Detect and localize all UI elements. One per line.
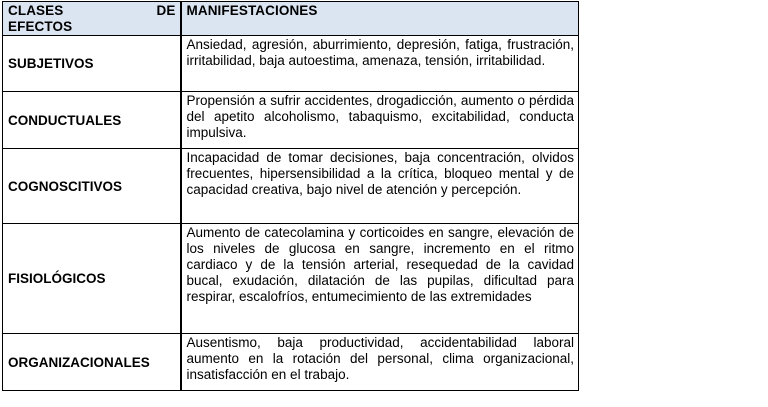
table-row bbox=[3, 224, 579, 334]
table-row bbox=[3, 92, 579, 149]
row-category-organizacionales: ORGANIZACIONALES bbox=[3, 334, 181, 391]
row-category-subjetivos: SUBJETIVOS bbox=[3, 36, 181, 92]
header-col2-label: MANIFESTACIONES bbox=[186, 3, 318, 18]
row-description-conductuales: Propensión a sufrir accidentes, drogadicción, aumento o pérdida del apetito alcoholismo, tabaquismo, excitabilidad, conducta impulsiva. bbox=[181, 92, 579, 149]
header-col1-line1: CLASES DE bbox=[8, 3, 176, 18]
header-row bbox=[3, 2, 579, 36]
row-category-fisiologicos: FISIOLÓGICOS bbox=[3, 224, 181, 334]
header-manifestaciones bbox=[181, 2, 579, 36]
row-description-fisiologicos: Aumento de catecolamina y corticoides en sangre, elevación de los niveles de glucosa en sangre, incremento en el ritmo cardiaco y de la tensión arterial, resequedad de la cavidad bucal, exudación, dilatación de las pupilas, dificultad para respirar, escalofríos, entumecimiento de las extremidades bbox=[181, 224, 579, 334]
table-row bbox=[3, 334, 579, 391]
header-clases-de-efectos bbox=[3, 2, 181, 36]
row-category-conductuales: CONDUCTUALES bbox=[3, 92, 181, 149]
row-description-subjetivos: Ansiedad, agresión, aburrimiento, depresión, fatiga, frustración, irritabilidad, baja autoestima, amenaza, tensión, irritabilidad. bbox=[181, 36, 579, 92]
row-description-cognoscitivos: Incapacidad de tomar decisiones, baja concentración, olvidos frecuentes, hipersensibilidad a la crítica, bloqueo mental y de capacidad creativa, bajo nivel de atención y percepción. bbox=[181, 149, 579, 224]
table-row bbox=[3, 36, 579, 92]
table-row bbox=[3, 149, 579, 224]
row-description-organizacionales: Ausentismo, baja productividad, accidentabilidad laboral aumento en la rotación del personal, clima organizacional, insatisfacción en el trabajo. bbox=[181, 334, 579, 391]
header-col1-line2: EFECTOS bbox=[8, 19, 73, 34]
effects-table bbox=[2, 1, 579, 391]
effects-table-container bbox=[2, 1, 578, 391]
row-category-cognoscitivos: COGNOSCITIVOS bbox=[3, 149, 181, 224]
